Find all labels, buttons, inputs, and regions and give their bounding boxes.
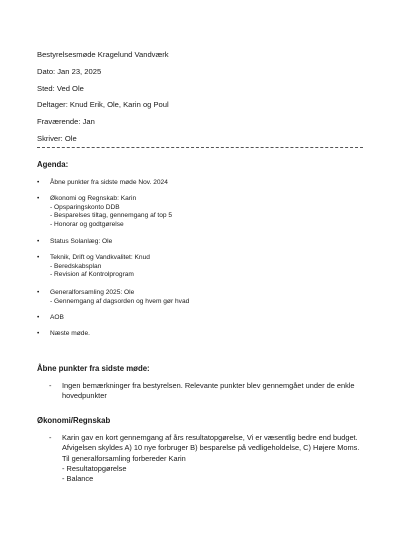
agenda-item-label: AOB	[50, 314, 64, 321]
economy-line: - Resultatopgørelse	[62, 463, 127, 473]
agenda-item-label: Økonomi og Regnskab: Karin	[50, 195, 137, 202]
agenda-item-label: Teknik, Drift og Vandkvalitet: Knud	[50, 254, 150, 261]
agenda-subitem: - Honorar og godtgørelse	[50, 220, 124, 228]
meeting-participants: Deltager: Knud Erik, Ole, Karin og Poul	[37, 100, 169, 109]
agenda-item-label: Næste møde.	[50, 330, 90, 337]
meeting-absent: Fraværende: Jan	[37, 117, 95, 126]
meeting-date: Dato: Jan 23, 2025	[37, 67, 102, 76]
open-points-heading: Åbne punkter fra sidste møde:	[37, 364, 150, 373]
economy-line: Til generalforsamling forbereder Karin	[62, 453, 186, 463]
agenda-item-label: Status Solanlæg: Ole	[50, 238, 113, 245]
bullet-icon: •	[37, 289, 40, 296]
dash-marker: -	[49, 433, 52, 442]
meeting-title: Bestyrelsesmøde Kragelund Vandværk	[37, 50, 169, 59]
economy-line: Afvigelsen skyldes A) 10 nye forbruger B) besparelse på vedligeholdelse, C) Højere Moms.	[62, 443, 360, 453]
dash-marker: -	[49, 381, 52, 390]
agenda-item-label: Åbne punkter fra sidste møde Nov. 2024	[50, 179, 168, 186]
bullet-icon: •	[37, 330, 40, 337]
agenda-subitem: - Revision af Kontrolprogram	[50, 271, 134, 279]
meeting-writer: Skriver: Ole	[37, 134, 77, 143]
open-points-line: Ingen bemærkninger fra bestyrelsen. Relevante punkter blev gennemgået under de enkle	[62, 381, 355, 390]
economy-heading: Økonomi/Regnskab	[37, 416, 111, 425]
agenda-item-label: Generalforsamling 2025: Ole	[50, 289, 135, 296]
agenda-subitem: - Gennemgang af dagsorden og hvem gør hvad	[50, 297, 190, 305]
agenda-subitem: - Beredskabsplan	[50, 262, 102, 270]
agenda-subitem: - Besparelses tiltag, gennemgang af top 5	[50, 212, 173, 220]
bullet-icon: •	[37, 195, 40, 202]
bullet-icon: •	[37, 314, 40, 321]
bullet-icon: •	[37, 179, 40, 186]
agenda-heading: Agenda:	[37, 160, 69, 169]
agenda-subitem: - Opsparingskonto DDB	[50, 203, 120, 211]
dashed-separator	[37, 147, 363, 148]
meeting-place: Sted: Ved Ole	[37, 84, 84, 93]
bullet-icon: •	[37, 238, 40, 245]
economy-line: - Balance	[62, 474, 94, 484]
economy-line: Karin gav en kort gennemgang af års resultatopgørelse, Vi er væsentlig bedre end budget.	[62, 433, 358, 442]
bullet-icon: •	[37, 254, 40, 261]
open-points-line: hovedpunkter	[62, 391, 107, 401]
